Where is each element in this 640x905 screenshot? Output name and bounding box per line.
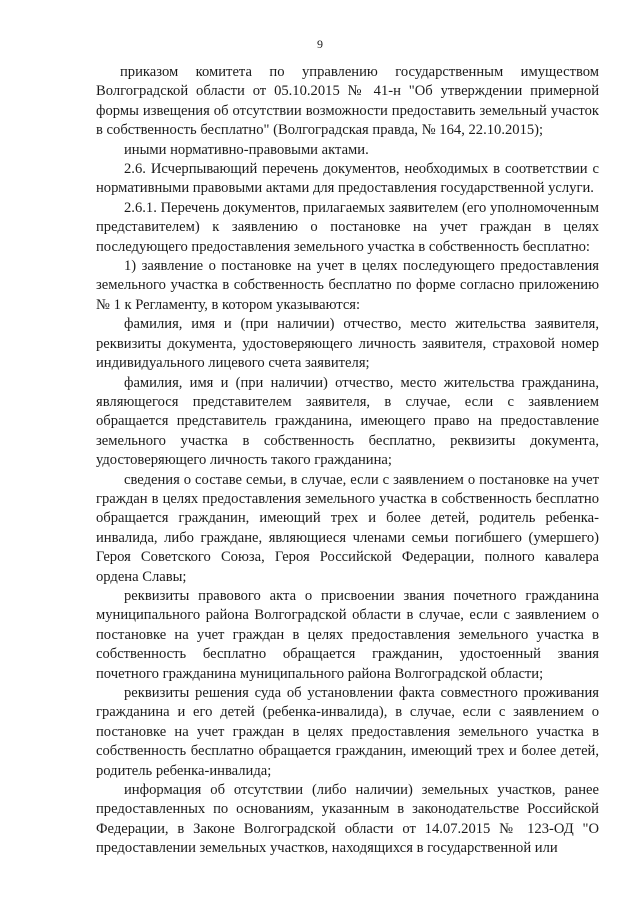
paragraph-family-composition: сведения о составе семьи, в случае, если с заявлением о постановке на учет граждан в целях предоставления земельного участка в собственность бесплатно обращается гражданин, имеющий трех и более детей, родитель ребенка-инвалида, либо граждане, являющиеся членами семьи погибшего (умершего) Героя Советского Союза, Героя Российской Федерации, полного кавалера ордена Славы; [96,471,599,585]
paragraph-other-acts: иными нормативно-правовыми актами. [124,141,369,158]
paragraph-applicant-details: фамилия, имя и (при наличии) отчество, место жительства заявителя, реквизиты документа, удостоверяющего личность заявителя, страховой номер индивидуального лицевого счета заявителя; [96,316,599,372]
paragraph-section-2-6: 2.6. Исчерпывающий перечень документов, необходимых в соответствии с нормативными правовыми актами для предоставления государственной услуги. [96,161,599,197]
paragraph-order-reference: приказом комитета по управлению государственным имуществом Волгоградской области от 05.10.2015 № 41-н "Об утверждении примерной формы извещения об отсутствии возможности предоставить земельный участок в собственность бесплатно" (Волгоградская правда, № 164, 22.10.2015); [96,64,599,139]
page-number: 9 [317,37,323,51]
paragraph-honorary-citizen: реквизиты правового акта о присвоении звания почетного гражданина муниципального района Волгоградской области в случае, если с заявлением о постановке на учет граждан в целях предоставления земельного участка в собственность бесплатно обращается гражданин, удостоенный звания почетного гражданина муниципального района Волгоградской области; [96,587,599,682]
paragraph-representative-details: фамилия, имя и (при наличии) отчество, место жительства гражданина, являющегося представителем заявителя, в случае, если с заявлением обращается представитель гражданина, имеющего право на предоставление земельного участка в собственность бесплатно, реквизиты документа, удостоверяющего личность такого гражданина; [96,374,599,469]
paragraph-section-2-6-1: 2.6.1. Перечень документов, прилагаемых заявителем (его уполномоченным представителем) к заявлению о постановке на учет граждан в целях последующего предоставления земельного участка в собственность бесплатно: [96,199,599,255]
document-body [96,63,599,859]
paragraph-court-decision: реквизиты решения суда об установлении факта совместного проживания гражданина и его детей (ребенка-инвалида), в случае, если с заявлением о постановке на учет граждан в целях предоставления земельного участка в собственность бесплатно обращается гражданин, имеющий трех и более детей, родитель ребенка-инвалида; [96,685,599,779]
paragraph-item-1: 1) заявление о постановке на учет в целях последующего предоставления земельного участка в собственность бесплатно по форме согласно приложению № 1 к Регламенту, в котором указываются: [96,258,599,313]
paragraph-land-plots-info: информация об отсутствии (либо наличии) земельных участков, ранее предоставленных по основаниям, указанным в законодательстве Российской Федерации, в Законе Волгоградской области от 14.07.2015 № 123-ОД "О предоставлении земельных участков, находящихся в государственной или [96,782,599,857]
